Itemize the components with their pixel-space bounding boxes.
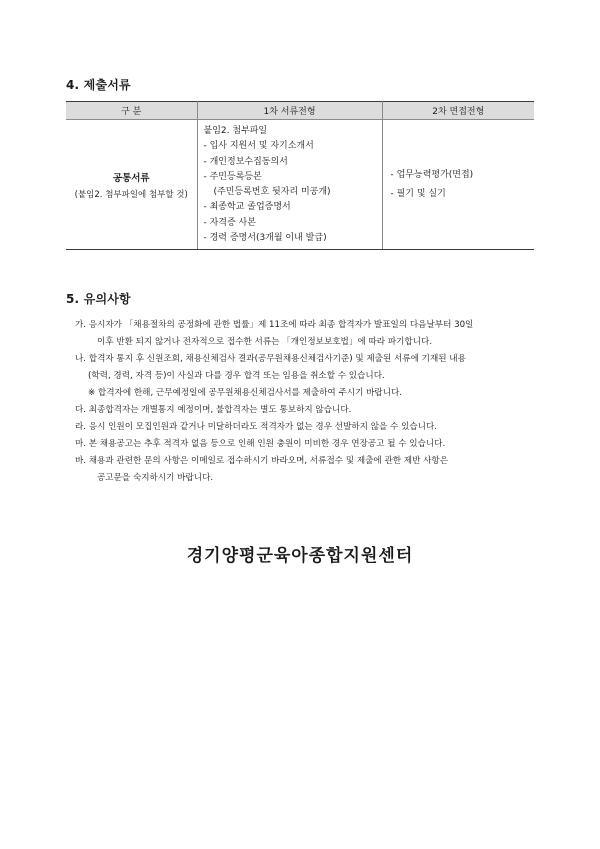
header-category: 구 분 — [66, 102, 197, 120]
section-4-title: 4. 제출서류 — [66, 78, 131, 92]
list-item: - 입사 지원서 및 자기소개서 — [203, 141, 314, 152]
note-line: 다. 최종합격자는 개별통지 예정이며, 불합격자는 별도 통보하지 않습니다. — [75, 405, 352, 415]
note-item — [75, 317, 545, 351]
list-item: - 최종학교 졸업증명서 — [203, 202, 291, 213]
list-item: - 업무능력평가(면접) — [390, 169, 474, 180]
list-item: - 개인정보수집동의서 — [203, 156, 288, 167]
table-header-row — [66, 102, 534, 120]
note-line: (학력, 경력, 자격 등)이 사실과 다를 경우 합격 또는 임용을 취소할 수 있습니다. — [88, 371, 385, 381]
note-item — [75, 419, 545, 436]
header-second-stage: 2차 면접전형 — [382, 102, 534, 120]
note-line: ※ 합격자에 한해, 근무예정일에 공무원채용신체검사서를 제출하여 주시기 바랍니다. — [88, 388, 403, 398]
list-item: - 필기 및 실기 — [390, 188, 446, 199]
note-item — [75, 351, 545, 402]
note-item — [75, 436, 545, 453]
category-note: (붙임2. 첨부파일에 첨부할 것) — [74, 189, 188, 200]
list-item: (주민등록번호 뒷자리 미공개) — [213, 187, 331, 198]
list-item: - 자격증 사본 — [203, 217, 256, 228]
first-stage-cell — [197, 120, 382, 250]
note-line: 이후 반환 되지 않거나 전자적으로 접수한 서류는 「개인정보보호법」에 따라 파기합니다. — [97, 337, 433, 347]
note-line: 라. 응시 인원이 모집인원과 같거나 미달하더라도 적격자가 없는 경우 선발하지 않을 수 있습니다. — [75, 422, 438, 432]
category-label: 공통서류 — [112, 172, 150, 184]
header-first-stage: 1차 서류전형 — [197, 102, 382, 120]
list-item: - 주민등록등본 — [203, 171, 262, 182]
table-row — [66, 120, 534, 250]
notes-list — [75, 317, 545, 487]
note-line: 바. 채용과 관련한 문의 사항은 이메일로 접수하시기 바라오며, 서류접수 및 제출에 관한 제반 사항은 — [75, 456, 449, 466]
category-cell — [66, 120, 197, 250]
list-item: 붙임2. 첨부파일 — [203, 126, 268, 136]
note-line: 가. 응시자가 「채용절차의 공정화에 관한 법률」제 11조에 따라 최종 합격자가 발표일의 다음날부터 30일 — [75, 320, 474, 330]
note-line: 마. 본 채용공고는 추후 적격자 없음 등으로 인해 인원 충원이 미비한 경우 연장공고 될 수 있습니다. — [75, 439, 446, 449]
note-item — [75, 402, 545, 419]
second-stage-cell — [382, 120, 534, 250]
list-item: - 경력 증명서(3개월 이내 발급) — [203, 233, 327, 244]
note-line: 공고문을 숙지하시기 바랍니다. — [97, 473, 214, 483]
note-item — [75, 453, 545, 487]
section-5-title: 5. 유의사항 — [66, 292, 131, 306]
organization-name: 경기양평군육아종합지원센터 — [186, 546, 414, 566]
note-line: 나. 합격자 통지 후 신원조회, 채용신체검사 결과(공무원채용신체검사기준) 및 제출된 서류에 기재된 내용 — [75, 354, 466, 364]
documents-table — [66, 101, 534, 250]
